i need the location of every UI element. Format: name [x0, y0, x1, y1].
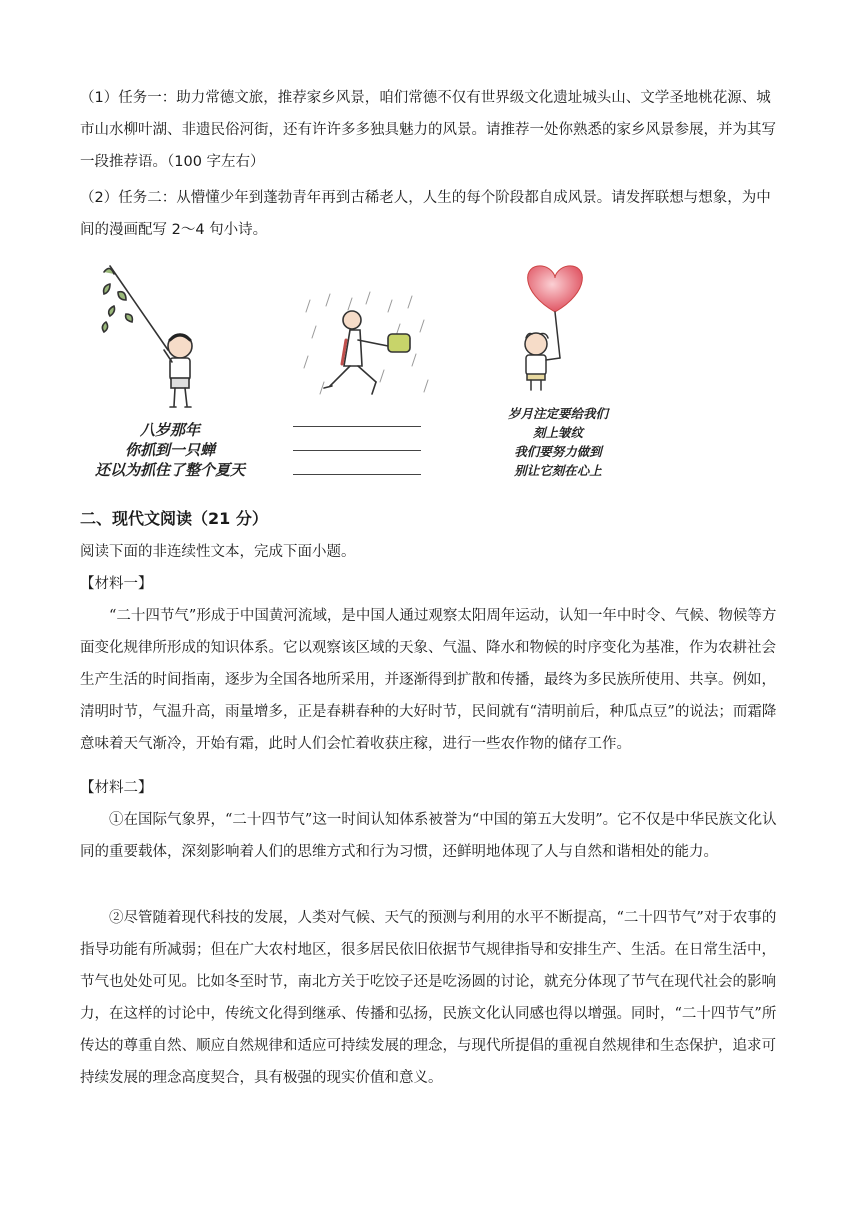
caption-line: 八岁那年	[139, 421, 200, 439]
task-two-text: （2）任务二：从懵懂少年到蓬勃青年再到古稀老人，人生的每个阶段都自成风景。请发挥联想与想象，为中间的漫画配写 2～4 句小诗。	[80, 190, 771, 238]
reading-instruction: 阅读下面的非连续性文本，完成下面小题。	[80, 544, 356, 560]
caption-line: 你抓到一只蝉	[124, 441, 215, 459]
material-two-label: 【材料二】	[80, 780, 153, 796]
poem-blank-line-1[interactable]	[293, 426, 421, 427]
poem-blank-line-2[interactable]	[293, 450, 421, 451]
comic-old-man-heart-balloon	[500, 262, 610, 392]
comic-right-caption	[478, 404, 638, 480]
caption-line: 别让它刻在心上	[514, 463, 602, 478]
material-two-paragraph-1: ①在国际气象界，“二十四节气”这一时间认知体系被誉为“中国的第五大发明”。它不仅是中华民族文化认同的重要载体，深刻影响着人们的思维方式和行为习惯，还鲜明地体现了人与自然和谐相处的能力。	[80, 812, 777, 860]
poem-blank-line-3[interactable]	[293, 474, 421, 475]
material-one-text: “二十四节气”形成于中国黄河流域，是中国人通过观察太阳周年运动，认知一年中时令、气候、物候等方面变化规律所形成的知识体系。它以观察该区域的天象、气温、降水和物候的时序变化为基准，作为农耕社会生产生活的时间指南，逐步为全国各地所采用，并逐渐得到扩散和传播，最终为多民族所使用、共享。例如，清明时节，气温升高，雨量增多，正是春耕春种的大好时节，民间就有“清明前后，种瓜点豆”的说法；而霜降意味着天气渐冷，开始有霜，此时人们会忙着收获庄稼，进行一些农作物的储存工作。	[80, 608, 777, 752]
caption-line: 我们要努力做到	[514, 444, 602, 459]
comic-boy-catching-cicada	[90, 262, 220, 412]
section-heading: 二、现代文阅读（21 分）	[80, 509, 268, 528]
caption-line: 刻上皱纹	[532, 425, 583, 440]
comic-youth-running-in-rain	[300, 290, 440, 410]
caption-line: 还以为抓住了整个夏天	[94, 461, 245, 479]
material-two-paragraph-2: ②尽管随着现代科技的发展，人类对气候、天气的预测与利用的水平不断提高，“二十四节气”对于农事的指导功能有所减弱；但在广大农村地区，很多居民依旧依据节气规律指导和安排生产、生活。在日常生活中，节气也处处可见。比如冬至时节，南北方关于吃饺子还是吃汤圆的讨论，就充分体现了节气在现代社会的影响力，在这样的讨论中，传统文化得到继承、传播和弘扬，民族文化认同感也得以增强。同时，“二十四节气”所传达的尊重自然、顺应自然规律和适应可持续发展的理念，与现代所提倡的重视自然规律和生态保护，追求可持续发展的理念高度契合，具有极强的现实价值和意义。	[80, 910, 777, 1086]
comic-left-caption	[80, 420, 260, 480]
material-one-label: 【材料一】	[80, 576, 153, 592]
task-one-text: （1）任务一：助力常德文旅，推荐家乡风景，咱们常德不仅有世界级文化遗址城头山、文学圣地桃花源、城市山水柳叶湖、非遗民俗河街，还有许许多多独具魅力的风景。请推荐一处你熟悉的家乡风景参展，并为其写一段推荐语。（100 字左右）	[80, 90, 776, 170]
caption-line: 岁月注定要给我们	[507, 406, 608, 421]
